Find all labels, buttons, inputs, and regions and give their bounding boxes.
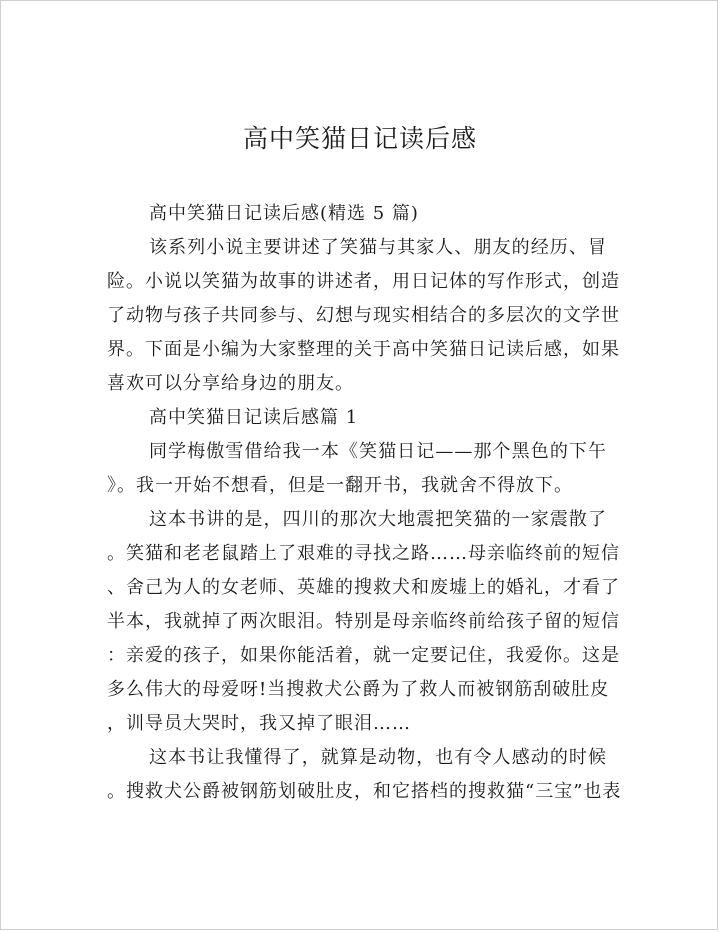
paragraph-line: 该系列小说主要讲述了笑猫与其家人、朋友的经历、冒 xyxy=(149,237,607,258)
paragraph-line: 这本书让我懂得了，就算是动物，也有令人感动的时候 xyxy=(149,747,607,768)
section-heading: 高中笑猫日记读后感篇 1 xyxy=(149,407,359,428)
document-body xyxy=(107,197,622,809)
paragraph-line: 界。下面是小编为大家整理的关于高中笑猫日记读后感，如果 xyxy=(107,339,620,360)
paragraph-line: 。笑猫和老老鼠踏上了艰难的寻找之路……母亲临终前的短信 xyxy=(107,543,620,564)
paragraph-line: ，训导员大哭时，我又掉了眼泪…… xyxy=(107,713,411,734)
document-title: 高中笑猫日记读后感 xyxy=(242,124,477,153)
paragraph-line: 这本书讲的是，四川的那次大地震把笑猫的一家震散了 xyxy=(149,509,607,530)
paragraph-line: 、舍己为人的女老师、英雄的搜救犬和废墟上的婚礼，才看了 xyxy=(107,577,620,598)
subtitle-line: 高中笑猫日记读后感(精选 5 篇) xyxy=(149,203,419,224)
paragraph-line: 》。我一开始不想看，但是一翻开书，我就舍不得放下。 xyxy=(107,475,573,496)
paragraph-line: 了动物与孩子共同参与、幻想与现实相结合的多层次的文学世 xyxy=(107,305,620,326)
paragraph-line: ：亲爱的孩子，如果你能活着，就一定要记住，我爱你。这是 xyxy=(107,645,620,666)
paragraph-line: 险。小说以笑猫为故事的讲述者，用日记体的写作形式，创造 xyxy=(107,271,620,292)
paragraph-line: 半本，我就掉了两次眼泪。特别是母亲临终前给孩子留的短信 xyxy=(107,611,620,632)
paragraph-line: 。搜救犬公爵被钢筋划破肚皮，和它搭档的搜救猫“三宝”也表 xyxy=(107,781,622,802)
paragraph-line: 喜欢可以分享给身边的朋友。 xyxy=(107,373,354,394)
paragraph-line: 同学梅傲雪借给我一本《笑猫日记——那个黑色的下午 xyxy=(149,441,607,462)
paragraph-line: 多么伟大的母爱呀!当搜救犬公爵为了救人而被钢筋刮破肚皮 xyxy=(107,679,610,700)
